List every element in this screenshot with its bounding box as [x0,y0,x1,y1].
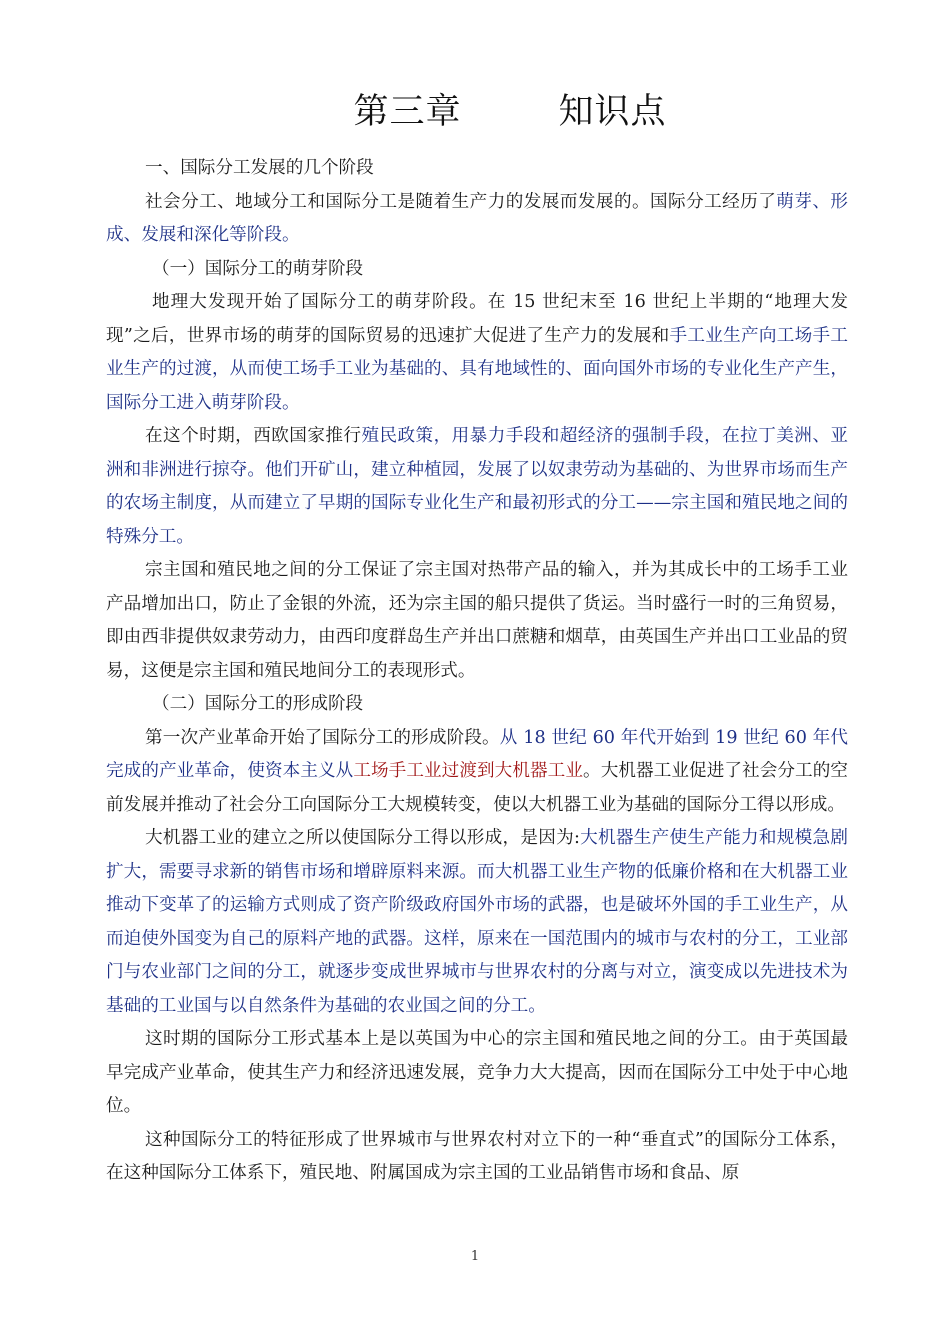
red-highlighted-text: 工场手工业过渡到大机器工业 [353,761,584,781]
paragraph-text: 在这个时期，西欧国家推行 [145,426,362,446]
highlighted-text: 萌芽、形成、发展和深化等阶段。 [106,191,848,245]
paragraph-text-tail: 。大机器工业促进了社会分工的空前发展并推动了社会分工向国际分工大规模转变，使以大机器工业为基础的国际分工得以形成。 [106,761,848,815]
highlighted-text: 大机器生产使生产能力和规模急剧扩大，需要寻求新的销售市场和增辟原料来源。而大机器工业生产物的低廉价格和在大机器工业推动下变革了的运输方式则成了资产阶级政府国外市场的武器，也是破坏外国的手工业生产，从而迫使外国变为自己的原料产地的武器。这样，原来在一国范围内的城市与农村的分工，工业部门与农业部门之间的分工，就逐步变成世界城市与世界农村的分离与对立，演变成以先进技术为基础的工业国与以自然条件为基础的农业国之间的分工。 [106,828,848,1016]
paragraph [106,420,848,554]
page-number: 1 [470,1249,480,1264]
paragraph: 这种国际分工的特征形成了世界城市与世界农村对立下的一种“垂直式”的国际分工体系，在这种国际分工体系下，殖民地、附属国成为宗主国的工业品销售市场和食品、原 [106,1129,848,1183]
paragraph-text: 社会分工、地域分工和国际分工是随着生产力的发展而发展的。国际分工经历了 [145,191,777,212]
paragraph-text: 大机器工业的建立之所以使国际分工得以形成，是因为: [145,828,580,848]
paragraph [106,286,848,420]
subsection-heading: （一）国际分工的萌芽阶段 [152,258,364,279]
highlighted-text: 从 18 世纪 60 年代开始到 19 世纪 60 年代完成的产业革命，使资本主义从 [106,727,848,781]
paragraph [106,722,848,823]
subsection-heading: （二）国际分工的形成阶段 [152,694,364,714]
page-title: 第三章 知识点 [353,92,667,132]
body-text [106,152,848,1191]
highlighted-text: 殖民政策，用暴力手段和超经济的强制手段，在拉丁美洲、亚洲和非洲进行掠夺。他们开矿山，建立种植园，发展了以奴隶劳动为基础的、为世界市场而生产的农场主制度，从而建立了早期的国际专业化生产和最初形式的分工——宗主国和殖民地之间的特殊分工。 [106,426,848,547]
highlighted-text: 手工业生产向工场手工业生产的过渡，从而使工场手工业为基础的、具有地域性的、面向国外市场的专业化生产产生，国际分工进入萌芽阶段。 [106,325,848,413]
paragraph: 宗主国和殖民地之间的分工保证了宗主国对热带产品的输入，并为其成长中的工场手工业产品增加出口，防止了金银的外流，还为宗主国的船只提供了货运。当时盛行一时的三角贸易，即由西非提供奴隶劳动力，由西印度群岛生产并出口蔗糖和烟草，由英国生产并出口工业品的贸易，这便是宗主国和殖民地间分工的表现形式。 [106,560,848,681]
section-heading: 一、国际分工发展的几个阶段 [145,158,374,178]
paragraph [106,822,848,1023]
paragraph [106,186,848,253]
paragraph-text: 地理大发现开始了国际分工的萌芽阶段。在 15 世纪末至 16 世纪上半期的“地理大发现”之后，世界市场的萌芽的国际贸易的迅速扩大促进了生产力的发展和 [106,292,848,346]
paragraph: 这时期的国际分工形式基本上是以英国为中心的宗主国和殖民地之间的分工。由于英国最早完成产业革命，使其生产力和经济迅速发展，竞争力大大提高，因而在国际分工中处于中心地位。 [106,1029,848,1116]
paragraph-text: 第一次产业革命开始了国际分工的形成阶段。 [145,727,500,748]
